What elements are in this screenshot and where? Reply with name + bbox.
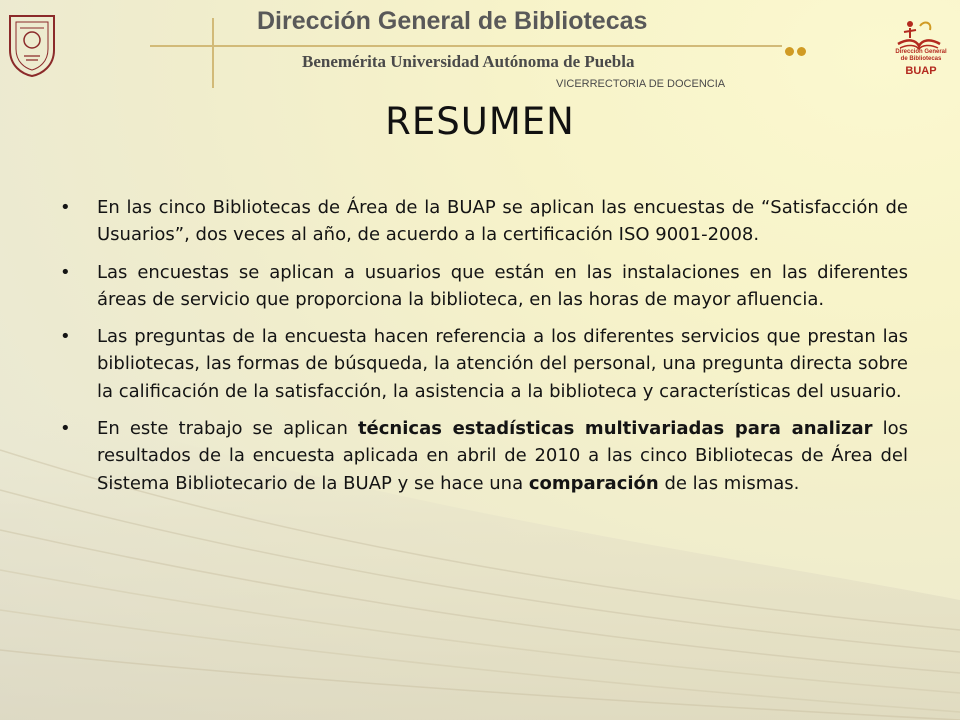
bullet-marker: • bbox=[60, 197, 71, 218]
header-title: Dirección General de Bibliotecas bbox=[257, 7, 648, 35]
slide-title: RESUMEN bbox=[385, 100, 575, 143]
bullet-text-part: de las mismas. bbox=[658, 472, 800, 494]
bullet-list bbox=[60, 194, 908, 507]
bullet-item bbox=[60, 415, 908, 497]
bullet-text-part: los resultados de la encuesta aplicada en abril de 2010 a las cinco Bibliotecas de Área del Sistema Bibliotecario de la BUAP y se hace una bbox=[97, 418, 908, 494]
header-dots bbox=[785, 41, 809, 60]
bullet-text-bold: comparación bbox=[528, 472, 659, 494]
header-subtitle-2: VICERRECTORIA DE DOCENCIA bbox=[556, 78, 726, 90]
library-logo-text bbox=[888, 49, 954, 77]
university-seal-icon bbox=[6, 12, 58, 78]
header-vertical-line bbox=[212, 18, 214, 88]
logo-line-1: Dirección General bbox=[895, 49, 947, 55]
bullet-marker: • bbox=[60, 418, 71, 440]
header-subtitle: Benemérita Universidad Autónoma de Puebla bbox=[302, 52, 635, 71]
header bbox=[0, 0, 960, 95]
bullet-marker: • bbox=[60, 261, 71, 283]
bullet-item bbox=[60, 259, 908, 314]
bullet-item bbox=[60, 194, 908, 249]
bullet-text-bold: técnicas estadísticas multivariadas para analizar bbox=[357, 418, 873, 440]
logo-line-3: BUAP bbox=[905, 65, 937, 77]
bullet-text: Las preguntas de la encuesta hacen referencia a los diferentes servicios que prestan las bibliotecas, las formas de búsqueda, la atención del personal, una pregunta directa sobre la calificación de la satisfacción, la asistencia a la biblioteca y características del usuario. bbox=[97, 326, 908, 402]
bullet-text: Las encuestas se aplican a usuarios que están en las instalaciones en las diferentes áreas de servicio que proporciona la biblioteca, en las horas de mayor afluencia. bbox=[97, 261, 908, 310]
logo-line-2: de Bibliotecas bbox=[900, 56, 942, 62]
bullet-text: En las cinco Bibliotecas de Área de la BUAP se aplican las encuestas de “Satisfacción de Usuarios”, dos veces al año, de acuerdo a la certificación ISO 9001-2008. bbox=[97, 197, 908, 246]
bullet-item bbox=[60, 323, 908, 405]
header-horizontal-line bbox=[150, 45, 782, 47]
bullet-text-part: En este trabajo se aplican bbox=[97, 418, 358, 440]
bullet-marker: • bbox=[60, 326, 71, 348]
